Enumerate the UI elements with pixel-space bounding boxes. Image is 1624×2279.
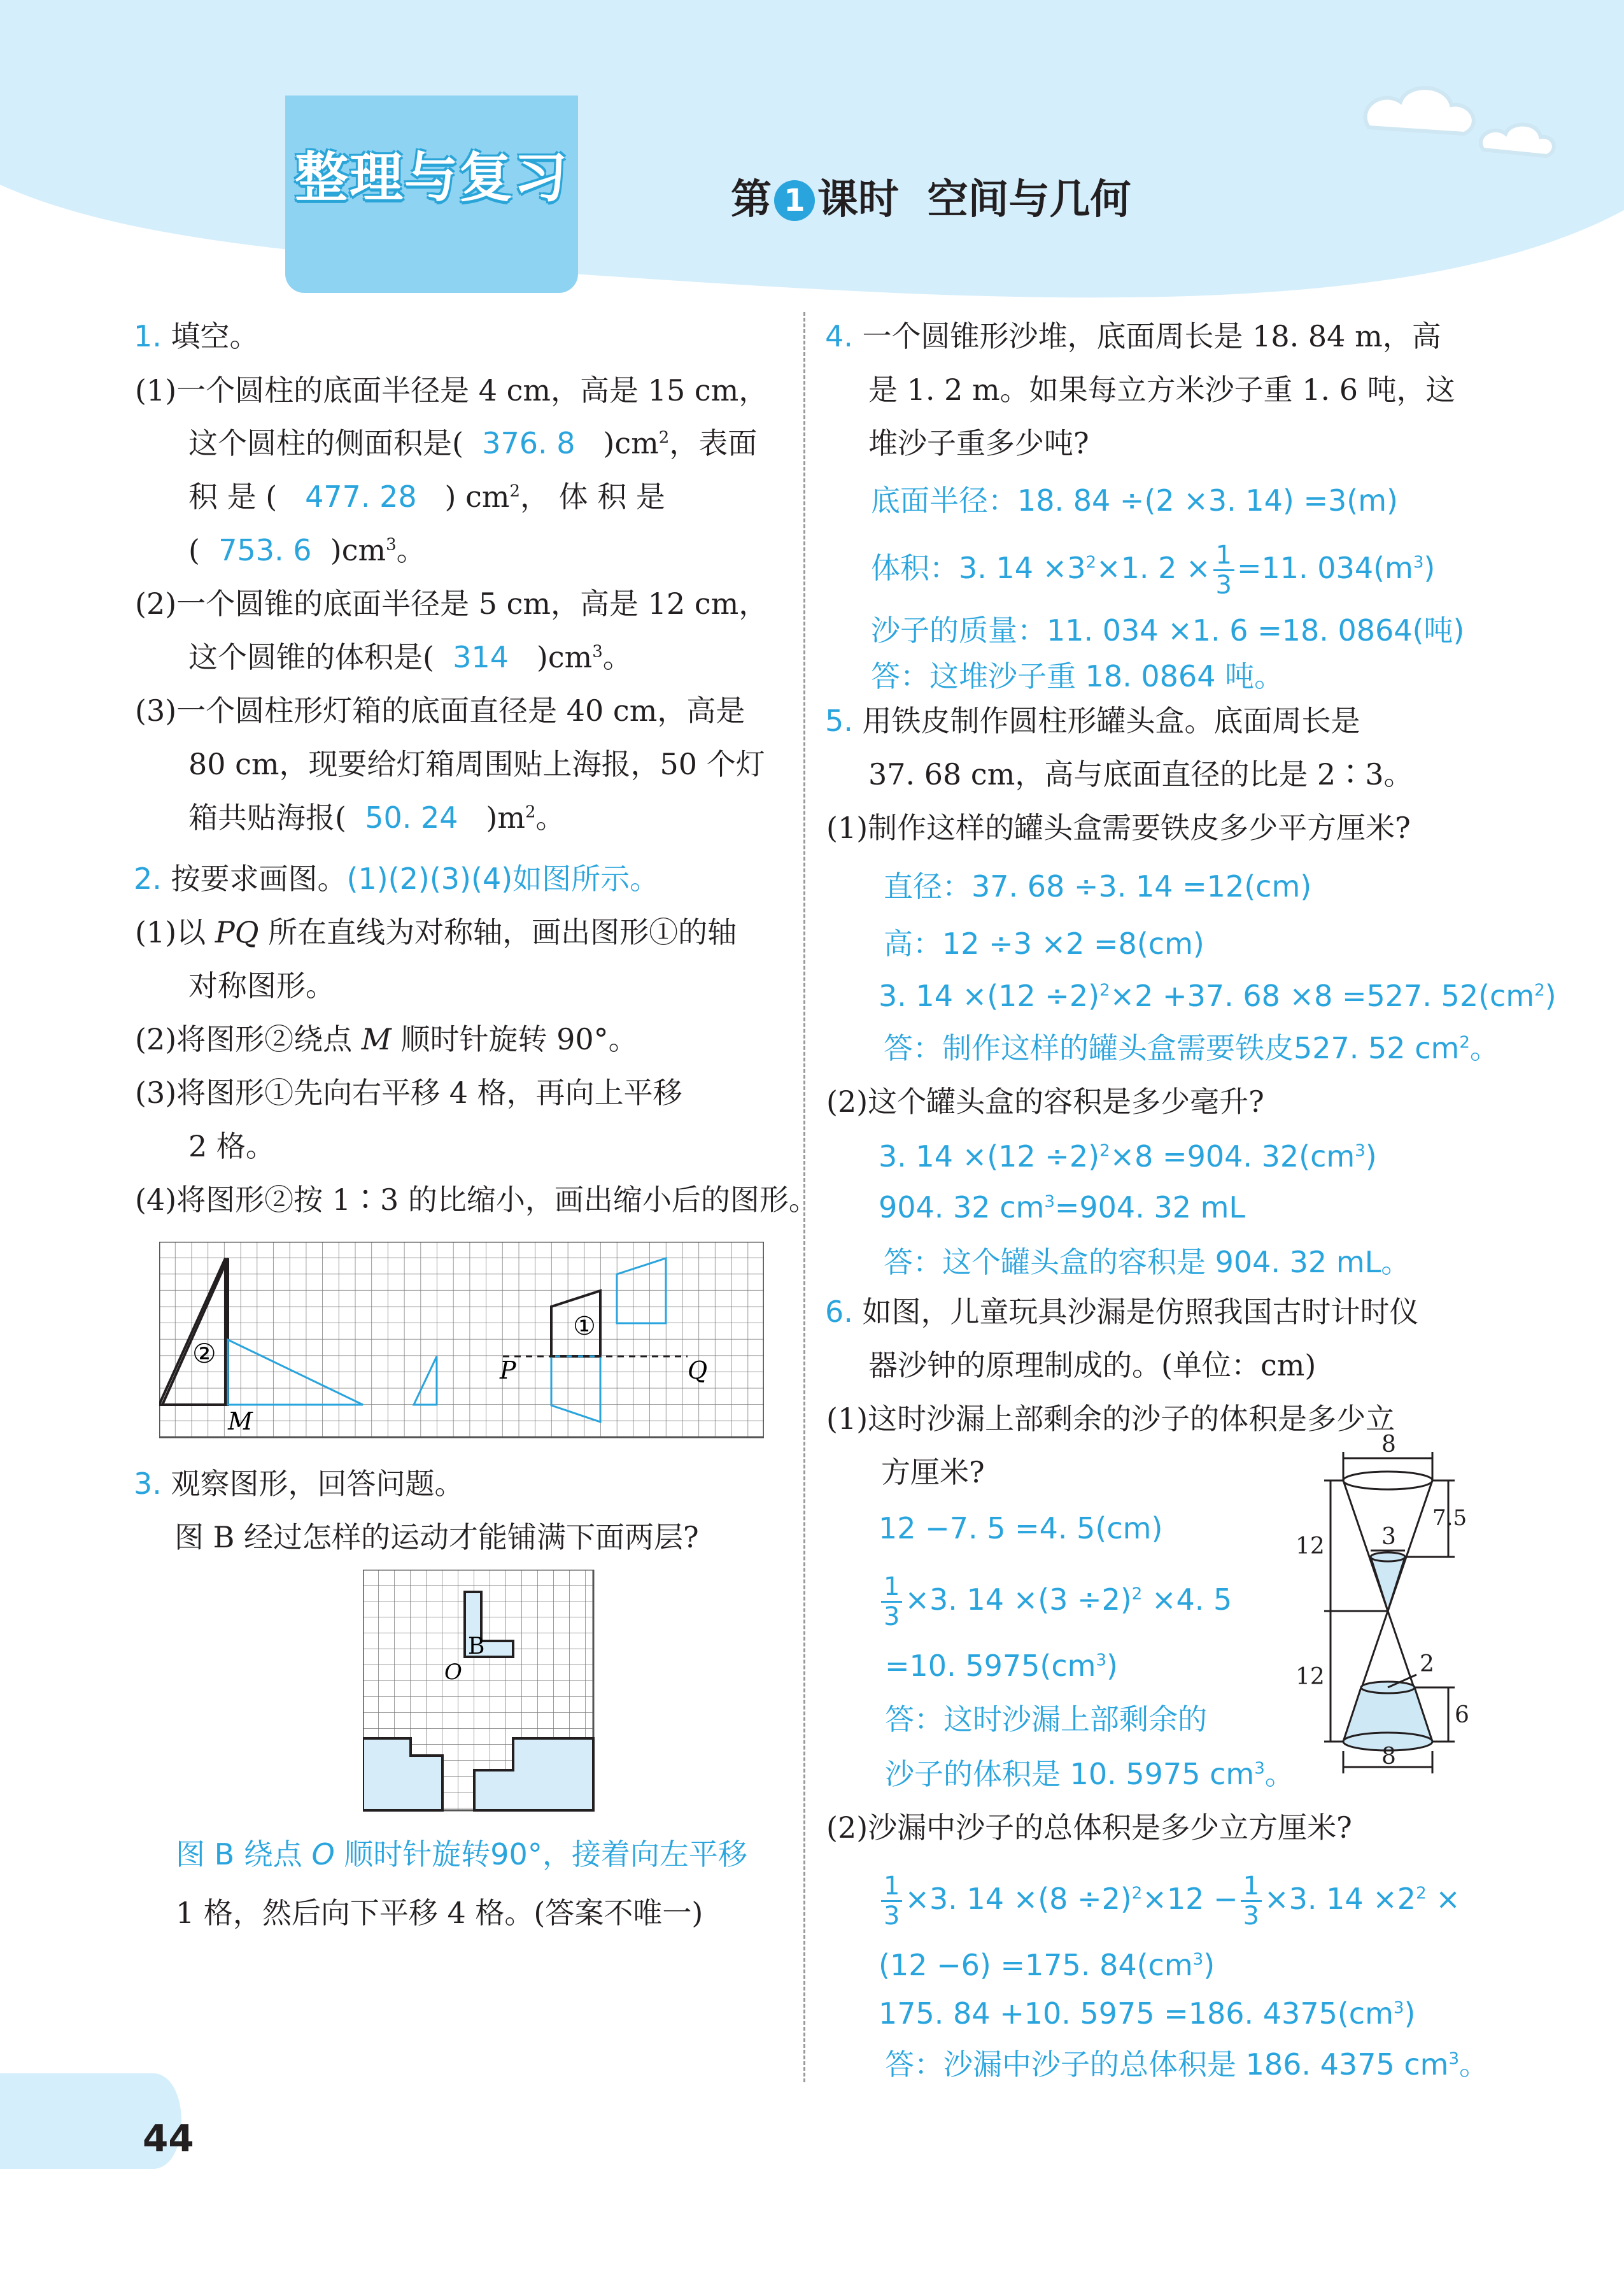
q1-heading: 1. 填空。 [134,319,259,353]
q1-line: ( 753. 6 )$cm^3$。 [188,533,426,567]
q5-answer-line: 答：这个罐头盒的容积是 904. 32 mL。 [884,1245,1411,1279]
q5-answer-line: 3. $14 \times(12 \div 2)^2\times 2 +37$. 68 ×8 =527. $52(cm^2)$ [879,979,1557,1013]
q6-answer-line: =10. $5975(cm^3)$ [885,1649,1118,1683]
q3-line: 图 B 经过怎样的运动才能铺满下面两层? [174,1520,699,1554]
q1-line: 这个圆锥的体积是( 314 )$cm^3$。 [188,640,632,674]
q1-line: (2)一个圆锥的底面半径是 5 cm，高是 12 cm， [135,586,768,621]
svg-text:12: 12 [1296,1664,1325,1690]
q1-line: 这个圆柱的侧面积是( 376. 8 )$cm^2$，表面 [188,426,758,460]
q3-grid-figure [363,1570,595,1812]
point-m-label: M [228,1407,253,1435]
q6-answer-line: 12 −7. 5 =4. 5(cm) [879,1511,1163,1545]
point-q-label: Q [688,1356,708,1384]
q6-answer-line: (12 −6) =175. $84(cm^3)$ [879,1948,1215,1982]
q5-line: 5. 用铁皮制作圆柱形罐头盒。底面周长是 [825,704,1360,738]
svg-text:3: 3 [1381,1524,1396,1550]
shape-1-label: ① [573,1312,596,1341]
svg-text:7.5: 7.5 [1432,1505,1467,1531]
q6-answer-line: 答：沙漏中沙子的总体积是 186. 4375 $cm^3$。 [885,2047,1489,2082]
q6-line: 6. 如图，儿童玩具沙漏是仿照我国古时计时仪 [825,1295,1419,1329]
q6-line: (1)这时沙漏上部剩余的沙子的体积是多少立 [826,1402,1395,1436]
q2-line: (1)以 PQ 所在直线为对称轴，画出图形①的轴 [135,915,737,949]
shape-b-label: B [468,1633,485,1659]
q4-answer-line: 体积：3. $14 \times 3^2\times 1$. 2 × $\frac{1}{3}$ =11. $034(m^3)$ [871,541,1436,600]
q1-line: 箱共贴海报( 50. 24 )$m^2$。 [188,800,565,835]
q3-answer-line: 1 格，然后向下平移 4 格。(答案不唯一) [176,1896,703,1930]
page-number: 44 [143,2117,194,2160]
shape-2-label: ② [192,1338,216,1369]
q6-line: (2)沙漏中沙子的总体积是多少立方厘米? [826,1810,1352,1845]
q3-answer-line: 图 B 绕点 O 顺时针旋转90°，接着向左平移 [176,1837,747,1871]
q6-answer-line: 沙子的体积是 10. 5975 $cm^3$。 [885,1757,1294,1791]
q6-line: 方厘米? [881,1455,985,1489]
q5-answer-line: 直径：37. 68 ÷3. 14 =12(cm) [884,869,1312,904]
svg-text:8: 8 [1381,1433,1396,1458]
q1-line: 积 是 ( 477. 28 ) $cm^2$， 体 积 是 [188,479,665,514]
q5-answer-line: 答：制作这样的罐头盒需要铁皮527. 52 $cm^2$。 [884,1031,1499,1065]
q4-answer-line: 答：这堆沙子重 18. 0864 吨。 [871,659,1284,693]
q5-line: 37. 68 cm，高与底面直径的比是 2∶3。 [868,757,1413,792]
q4-answer-line: 沙子的质量：11. 034 ×1. 6 =18. 0864(吨) [871,613,1465,648]
svg-text:2: 2 [1420,1651,1434,1677]
q4-line: 堆沙子重多少吨? [868,426,1089,460]
q1-line: (1)一个圆柱的底面半径是 4 cm，高是 15 cm， [135,373,768,408]
q2-grid-figure [159,1242,764,1439]
lesson-title: 第 1 课时 空间与几何 [731,176,1131,224]
svg-text:6: 6 [1455,1702,1469,1728]
q5-answer-line: 3. $14 \times(12 \div 2)^2\times 8 =904$. $32(cm^3)$ [879,1139,1377,1174]
q2-line: 2 格。 [188,1129,275,1163]
q6-answer-line: $\frac{1}{3}$ ×3. $14 \times(8 \div 2)^2\times 12$ − $\frac{1}{3}$ ×3. $14 \times 2^2$ × [879,1872,1460,1930]
q1-line: 80 cm，现要给灯箱周围贴上海报，50 个灯 [188,747,765,781]
q1-line: (3)一个圆柱形灯箱的底面直径是 40 cm，高是 [135,693,745,728]
q6-line: 器沙钟的原理制成的。(单位：cm) [868,1348,1317,1382]
q2-line: (2)将图形②绕点 M 顺时针旋转 90°。 [135,1022,638,1056]
q2-line: (3)将图形①先向右平移 4 格，再向上平移 [135,1076,682,1110]
svg-text:12: 12 [1296,1533,1325,1559]
q5-line: (2)这个罐头盒的容积是多少毫升? [826,1084,1264,1119]
q2-heading: 2. 按要求画图。(1)(2)(3)(4)如图所示。 [134,862,660,896]
q2-line: 对称图形。 [188,969,335,1003]
q3-heading: 3. 观察图形，回答问题。 [134,1466,464,1501]
q5-answer-line: 904. 32 $cm^3=904$. 32 mL [879,1190,1246,1225]
q4-line: 4. 一个圆锥形沙堆，底面周长是 18. 84 m，高 [825,319,1441,353]
point-o-label: O [444,1659,462,1685]
q6-answer-line: 答：这时沙漏上部剩余的 [885,1702,1207,1736]
hourglass-figure [1292,1433,1483,1777]
q4-line: 是 1. 2 m。如果每立方米沙子重 1. 6 吨，这 [868,373,1455,407]
lesson-number-badge: 1 [774,180,815,221]
point-p-label: P [500,1356,516,1384]
svg-text:8: 8 [1381,1743,1396,1770]
q2-line: (4)将图形②按 1∶3 的比缩小，画出缩小后的图形。 [135,1182,818,1217]
q6-answer-line: 175. 84 +10. 5975 =186. $4375(cm^3)$ [879,1996,1416,2031]
q4-answer-line: 底面半径：18. 84 ÷(2 ×3. 14) =3(m) [871,483,1398,518]
q5-answer-line: 高：12 ÷3 ×2 =8(cm) [884,927,1204,961]
section-badge-title: 整理与复习 [294,146,568,209]
header-background [0,0,1624,299]
q6-answer-line: $\frac{1}{3}$ ×3. $14 \times(3 \div 2)^2 \times 4$. 5 [879,1573,1232,1631]
q5-line: (1)制作这样的罐头盒需要铁皮多少平方厘米? [826,811,1411,845]
